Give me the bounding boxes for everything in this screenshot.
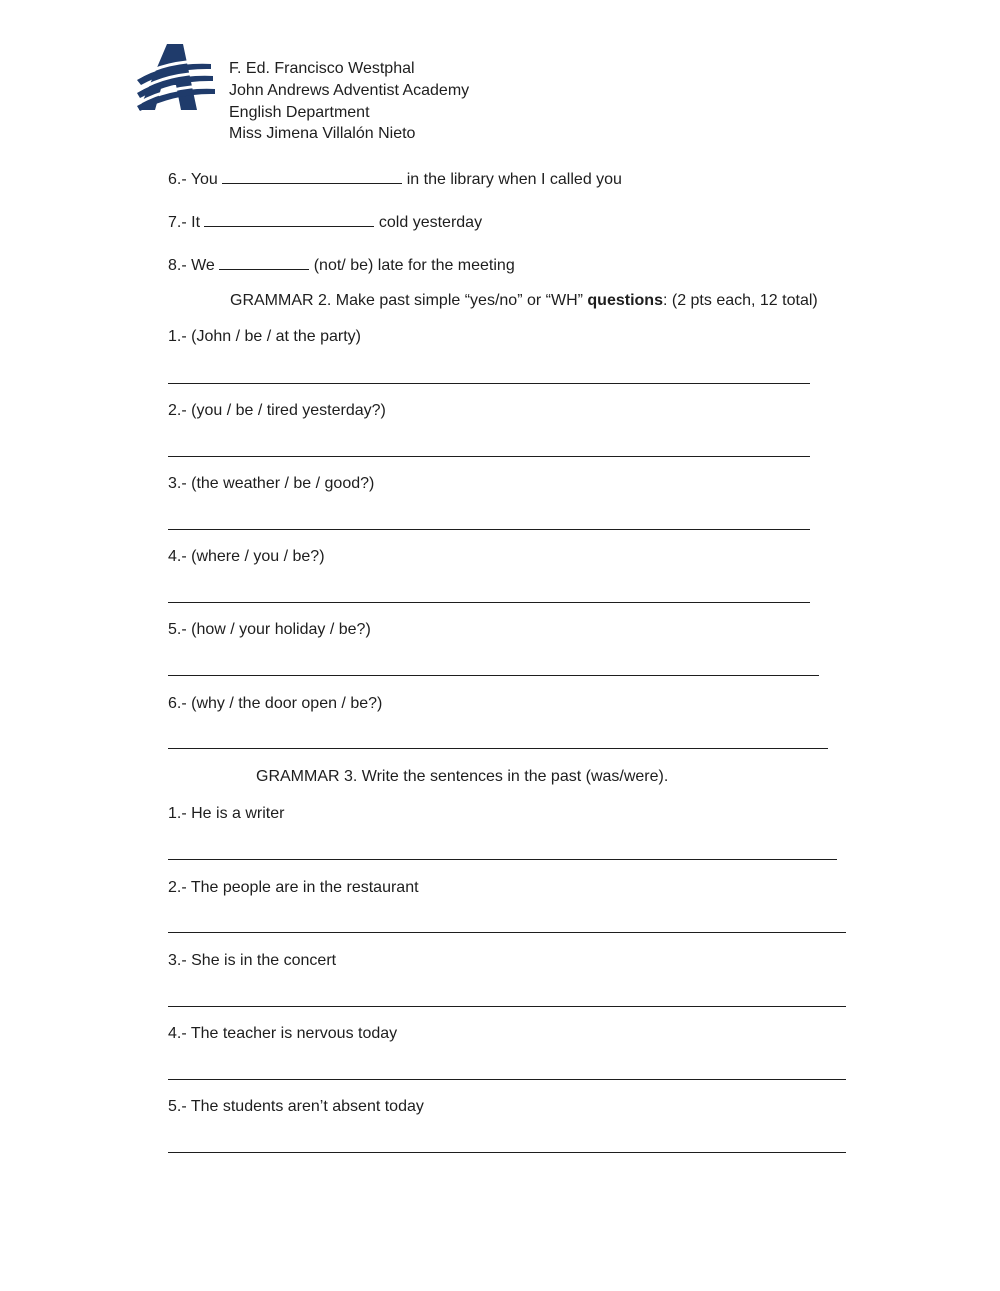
question-prompt: 2.- (you / be / tired yesterday?) <box>168 402 386 419</box>
answer-line[interactable] <box>168 1006 846 1007</box>
grammar3-heading: GRAMMAR 3. Write the sentences in the past (was/were). <box>256 768 669 785</box>
question-prompt: 5.- (how / your holiday / be?) <box>168 621 371 638</box>
header-line-teacher: Miss Jimena Villalón Nieto <box>229 125 416 142</box>
answer-line[interactable] <box>168 748 828 749</box>
header-line-department: English Department <box>229 104 370 121</box>
answer-line[interactable] <box>168 383 810 384</box>
answer-line[interactable] <box>168 456 810 457</box>
answer-line[interactable] <box>168 1152 846 1153</box>
fill-in-item: 7.- It cold yesterday <box>168 211 482 233</box>
grammar2-heading: GRAMMAR 2. Make past simple “yes/no” or “WH” questions: (2 pts each, 12 total) <box>230 292 818 309</box>
question-prompt: 3.- (the weather / be / good?) <box>168 475 375 492</box>
answer-line[interactable] <box>168 602 810 603</box>
answer-line[interactable] <box>168 529 810 530</box>
fill-in-item: 8.- We (not/ be) late for the meeting <box>168 254 515 276</box>
answer-blank[interactable] <box>204 211 374 227</box>
sentence-prompt: 4.- The teacher is nervous today <box>168 1025 398 1042</box>
answer-blank[interactable] <box>222 168 402 184</box>
question-prompt: 4.- (where / you / be?) <box>168 548 325 565</box>
answer-line[interactable] <box>168 1079 846 1080</box>
sentence-prompt: 3.- She is in the concert <box>168 952 337 969</box>
sentence-prompt: 2.- The people are in the restaurant <box>168 879 419 896</box>
fill-in-item: 6.- You in the library when I called you <box>168 168 622 190</box>
sentence-prompt: 5.- The students aren’t absent today <box>168 1098 424 1115</box>
answer-line[interactable] <box>168 932 846 933</box>
answer-line[interactable] <box>168 675 819 676</box>
academy-logo-icon <box>137 40 215 114</box>
header-line-academy: John Andrews Adventist Academy <box>229 82 470 99</box>
header-line-school-name: F. Ed. Francisco Westphal <box>229 60 415 77</box>
answer-blank[interactable] <box>219 254 309 270</box>
question-prompt: 1.- (John / be / at the party) <box>168 328 361 345</box>
question-prompt: 6.- (why / the door open / be?) <box>168 695 383 712</box>
sentence-prompt: 1.- He is a writer <box>168 805 285 822</box>
answer-line[interactable] <box>168 859 837 860</box>
